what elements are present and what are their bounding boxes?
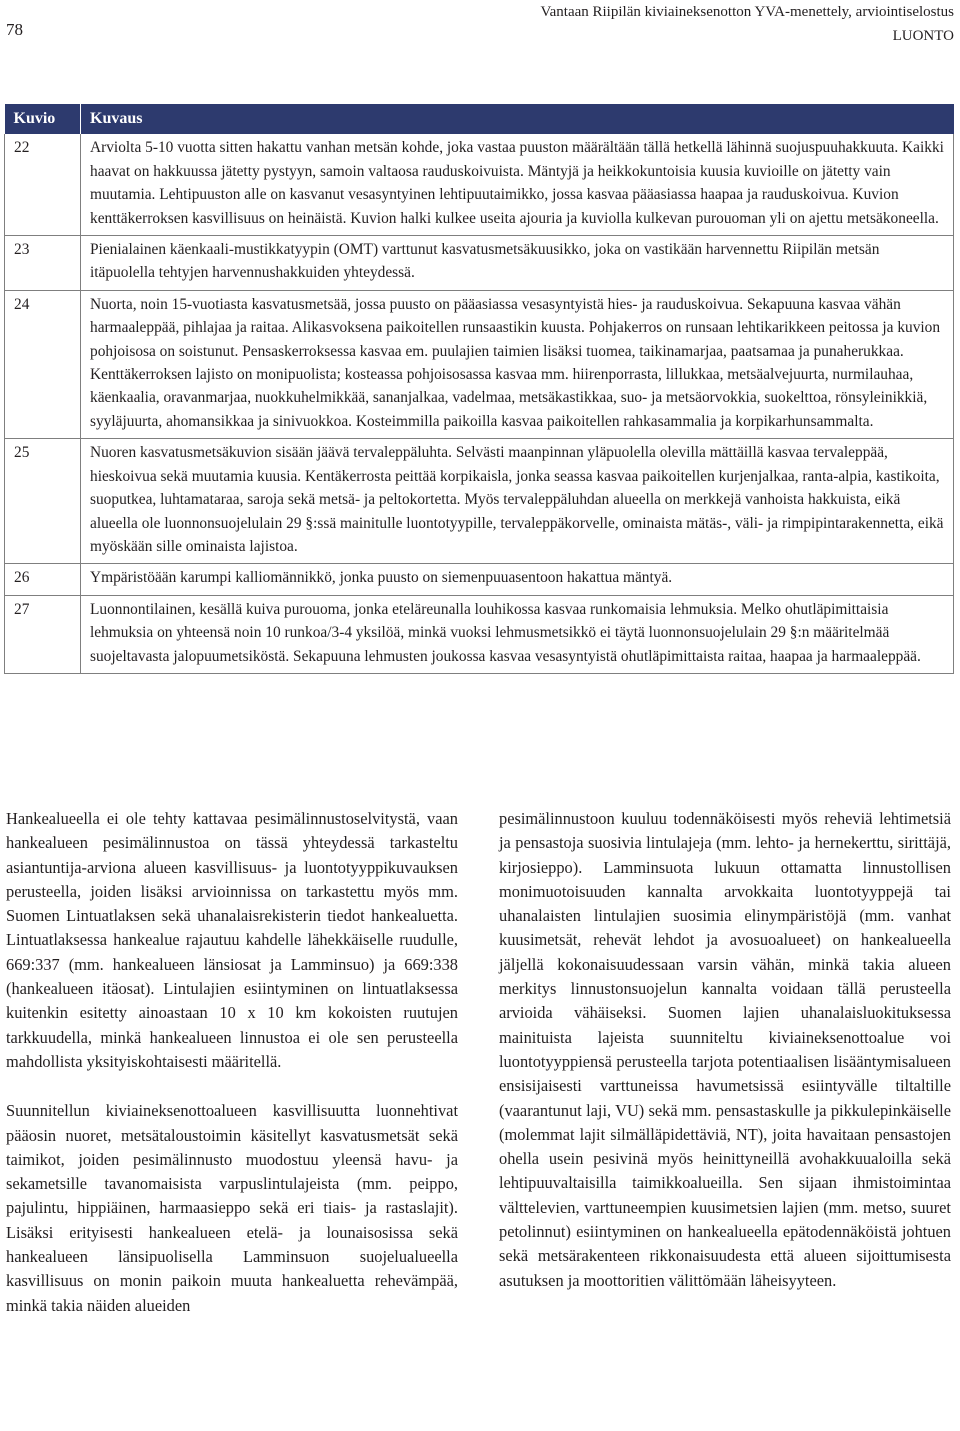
row-description: Luonnontilainen, kesällä kuiva purouoma, jonka eteläreunalla louhikossa kasvaa runkomaisia lehmuksia. Melko ohutläpimittaisia lehmuksia on yhteensä noin 10 runkoa/3-4 yksilöä, minkä vuoksi lehmusmetsikkö ei täytä luonnonsuojelulain 29 §:n määritelmää suojeltavasta jalopuumetsiköstä. Sekapuuna lehmusten joukossa kasvaa vesasyntyistä ohutläpimittaista raitaa, haapaa ja harmaaleppää.	[81, 595, 954, 673]
table-row	[5, 290, 954, 438]
column-header-kuvio: Kuvio	[5, 104, 81, 134]
column-header-kuvaus: Kuvaus	[81, 104, 954, 134]
table-row	[5, 595, 954, 673]
habitat-table	[4, 104, 954, 674]
table-row	[5, 439, 954, 564]
row-id: 26	[5, 564, 81, 595]
page-number: 78	[6, 20, 23, 39]
table-row	[5, 236, 954, 291]
row-description: Nuorta, noin 15-vuotiasta kasvatusmetsää, jossa puusto on pääasiassa vesasyntyistä hies- ja rauduskoivua. Sekapuuna kasvaa vähän harmaaleppää, pihlajaa ja raitaa. Alikasvoksena paikoitellen runsaastikin kuusta. Pohjakerros on runsaan lehtikarikkeen peitossa ja kuvion pohjoisosa on soistunut. Pensaskerroksessa kasvaa em. puulajien taimien lisäksi tuomea, taikinamarjaa, paatsamaa ja punaherukkaa. Kenttäkerroksen lajisto on monipuolista; kosteassa pohjoisosassa kasvaa mm. hiirenporrasta, lillukkaa, metsäalvejuurta, nurmilauhaa, käenkaalia, oravanmarjaa, nuokkuhelmikkää, sananjalkaa, vadelmaa, metsäkastikkaa, suo- ja metsäorvokkia, suokelttoa, rönsyleinikkiä, syyläjuurta, ahomansikkaa ja sinivuokkoa. Kosteimmilla paikoilla kasvaa paikoitellen rahkasammalia ja korpikarhunsammalta.	[81, 290, 954, 438]
body-paragraph: pesimälinnustoon kuuluu todennäköisesti myös reheviä lehtimetsiä ja pensastoja suosivia lintulajeja (mm. lehto- ja hernekerttu, sirittäjä, kirjosieppo). Lamminsuota lukuun ottamatta linnustollisen monimuotoisuuden kannalta arvokkaita luontotyyppejä tai uhanalaisten lintulajien suosimia elinympäristöjä (mm. vanhat kuusimetsät, rehevät lehdot ja avosuoalueet) on hankealueella jäljellä kokonaisuudessaan varsin vähän, minkä takia alueen merkitys linnustonsuojelun kannalta voidaan tällä perusteella arvioida vähäiseksi. Suomen lajien uhanalaisluokituksessa mainituista lajeista suunniteltu kiviaineksenottoalue voi luontotyyppiensä perusteella tarjota potentiaalisen lisääntymisalueen ensisijaisesti varttuneissa havumetsissä esiintyvälle tiltaltille (vaarantunut laji, VU) sekä mm. pensastaskulle ja pikkulepinkäiselle (molemmat lajit silmälläpidettäviä, NT), joita havaitaan pensastojen ohella usein pesivinä myös heinittyneillä avohakkuualoilla sekä lehtipuuvaltaisilla taimikkoalueilla. Sen sijaan ihmistoimintaa välttelevien, varttuneempien kuusimetsien lajien (mm. metso, suuret petolinnut) esiintyminen on hankealueella epätodennäköistä johtuen sekä metsärakenteen rikkonaisuudesta että alueen sijoittumisesta asutuksen ja moottoritien välittömään läheisyyteen.	[499, 809, 951, 1290]
page-header	[540, 0, 954, 48]
row-id: 22	[5, 134, 81, 235]
row-description: Pienialainen käenkaali-mustikkatyypin (OMT) varttunut kasvatusmetsäkuusikko, joka on vastikään harvennettu Riipilän metsän itäpuolella tehtyjen harvennushakkuiden yhteydessä.	[81, 236, 954, 291]
table-row	[5, 134, 954, 235]
body-column-left	[6, 807, 458, 1318]
row-id: 25	[5, 439, 81, 564]
row-id: 23	[5, 236, 81, 291]
table-header-row	[5, 104, 954, 134]
body-paragraph: Suunnitellun kiviaineksenottoalueen kasvillisuutta luonnehtivat pääosin nuoret, metsätaloustoimin käsitellyt kasvatusmetsät sekä taimikot, joiden pesimälinnusto muodostuu yleensä havu- ja sekametsille tavanomaisista varpuslintulajeista (mm. peippo, pajulintu, hippiäinen, harmaasieppo sekä eri tiais- ja rastaslajit). Lisäksi erityisesti hankealueen etelä- ja lounaisosissa sekä hankealueen länsipuolisella Lamminsuon suojelualueella kasvillisuus on monin paikoin muuta hankealuetta rehevämpää, minkä takia näiden alueiden	[6, 1101, 458, 1315]
row-description: Ympäristöään karumpi kalliomännikkö, jonka puusto on siemenpuuasentoon hakattua mäntyä.	[81, 564, 954, 595]
row-description: Nuoren kasvatusmetsäkuvion sisään jäävä tervaleppäluhta. Selvästi maanpinnan yläpuolella olevilla mättäillä kasvaa tervaleppää, hieskoivua sekä muutamia kuusia. Kentäkerrosta peittää korpikaisla, jonka seassa kasvaa paikoitellen kurjenjalkaa, ranta-alpia, kastikoita, suoputkea, luhtamataraa, saroja sekä metsä- ja peltokortetta. Myös tervaleppäluhdan alueella on merkkejä vanhoista hakkuista, eikä alueella ole luonnonsuojelulain 29 §:ssä mainitulle luontotyypille, tervaleppäkorvelle, ominaista mätäs-, väli- ja rimpipintarakennetta, eikä myöskään sille ominaista lajistoa.	[81, 439, 954, 564]
row-id: 27	[5, 595, 81, 673]
section-label: LUONTO	[892, 28, 954, 44]
table-row	[5, 564, 954, 595]
document-title: Vantaan Riipilän kiviaineksenotton YVA-menettely, arviointiselostus	[540, 4, 954, 20]
body-paragraph: Hankealueella ei ole tehty kattavaa pesimälinnustoselvitystä, vaan hankealueen pesimälinnustoa on tässä yhteydessä tarkasteltu asiantuntija-arviona alueen kasvillisuus- ja luontotyyppikuvauksen perusteella, joiden lisäksi arvioinnissa on tarkastettu myös mm. Suomen Lintuatlaksen sekä uhanalaisrekisterin tiedot hankealuetta. Lintuatlaksessa hankealue rajautuu kahdelle lähekkäiselle ruudulle, 669:337 (mm. hankealueen länsiosat ja Lamminsuo) ja 669:338 (hankealueen itäosat). Lintulajien esiintyminen on lintuatlaksessa kuitenkin esitetty ainoastaan 10 x 10 km kokoisten ruutujen tarkkuudella, minkä hankealueen linnustoa ei ole sen perusteella mahdollista yksityiskohtaisesti määritellä.	[6, 809, 458, 1071]
row-description: Arviolta 5-10 vuotta sitten hakattu vanhan metsän kohde, joka vastaa puuston määrältään tällä hetkellä lähinnä suojuspuuhakkuuta. Kaikki haavat on hakkuussa jätetty pystyyn, samoin valtaosa rauduskoivuista. Mäntyjä ja heikkokuntoisia kuusia kuvioille on jätetty vain muutamia. Lehtipuuston alle on kasvanut vesasyntyinen lehtipuutaimikko, jossa kasvaa pääasiassa haapaa ja rauduskoivua. Kuvion kenttäkerroksen kasvillisuus on heinäistä. Kuvion halki kulkee useita ajouria ja kuviolla kulkevan purouoman yli on ajettu metsäkoneella.	[81, 134, 954, 235]
body-column-right	[499, 807, 951, 1293]
row-id: 24	[5, 290, 81, 438]
